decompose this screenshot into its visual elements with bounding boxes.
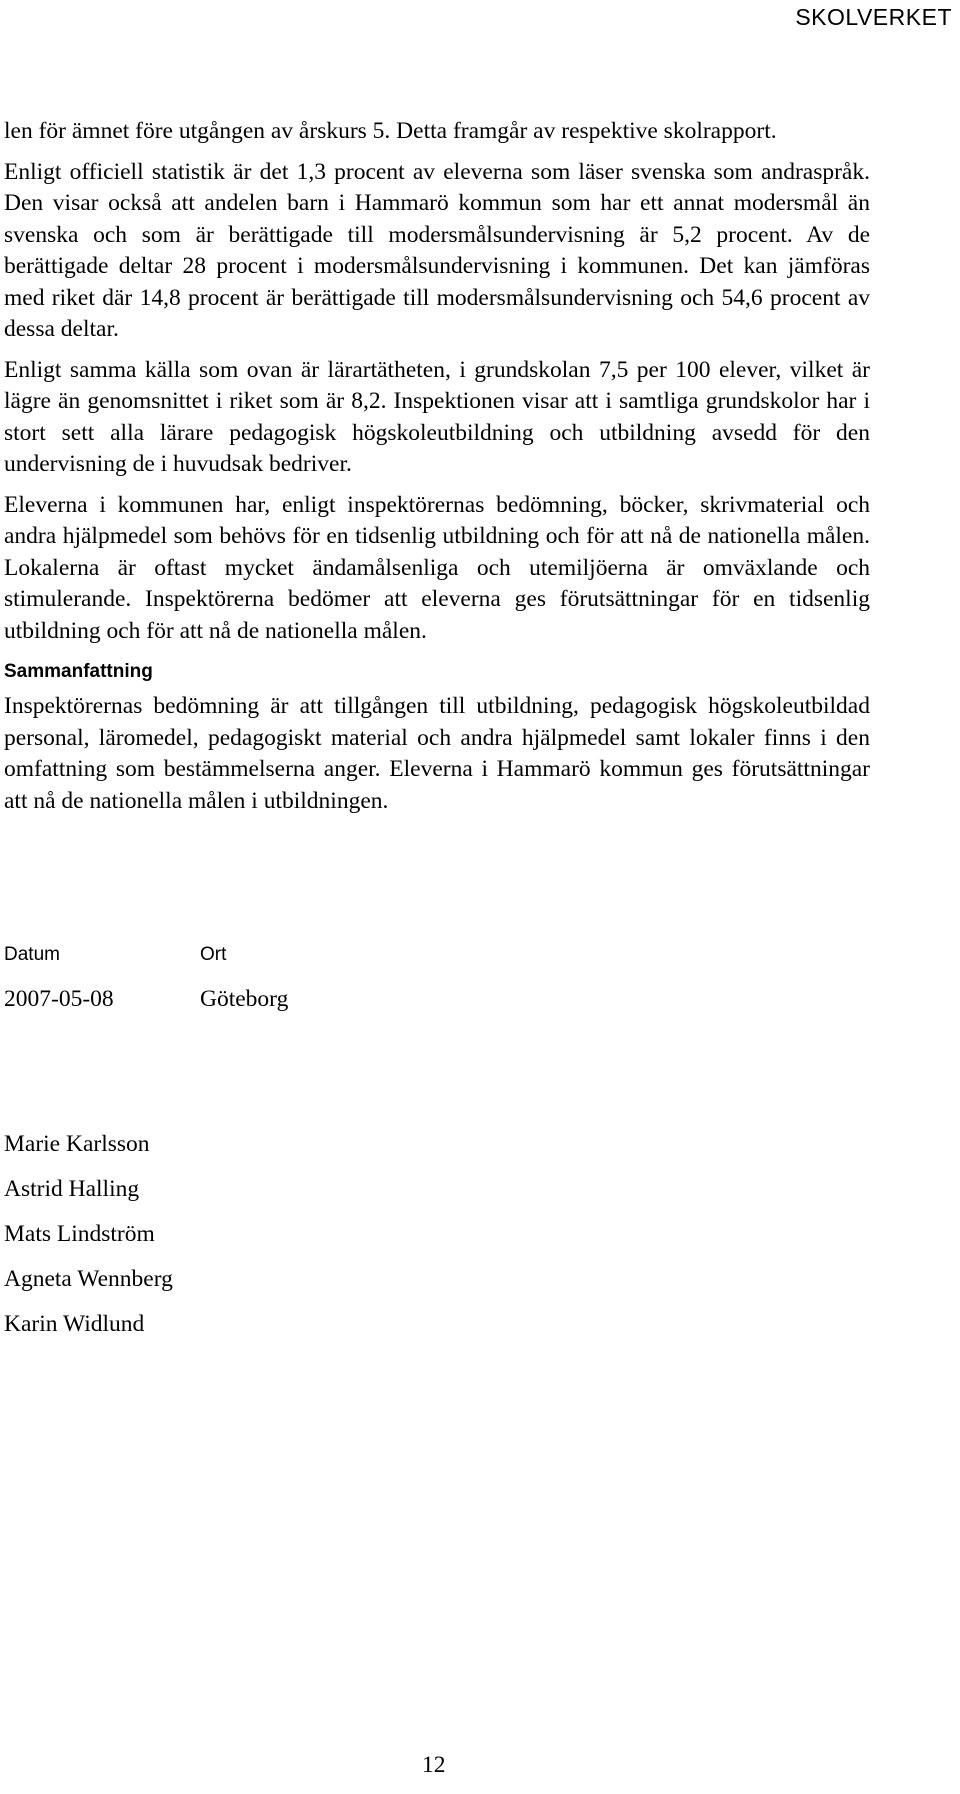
signatory-name: Mats Lindström (4, 1221, 155, 1247)
date-label: Datum (4, 944, 60, 965)
signatory-name: Agneta Wennberg (4, 1266, 173, 1292)
signatory-name: Karin Widlund (4, 1311, 145, 1337)
document-body (4, 116, 870, 817)
paragraph-4: Eleverna i kommunen har, enligt inspektörernas bedömning, böcker, skrivmaterial och andra hjälpmedel som behövs för en tidsenlig utbildning och för att nå de nationella målen. Lokalerna är oftast mycket ändamålsenliga och utemiljöerna är omväxlande och stimulerande. Inspektörerna bedömer att eleverna ges förutsättningar för en tidsenlig utbildning och för att nå de nationella målen. (4, 491, 870, 644)
place-label: Ort (200, 944, 227, 965)
signatory-name: Marie Karlsson (4, 1131, 150, 1157)
paragraph-1: len för ämnet före utgången av årskurs 5. Detta framgår av respektive skolrapport. (4, 118, 777, 144)
signatory-name: Astrid Halling (4, 1176, 140, 1202)
signatory-list (4, 1122, 173, 1347)
summary-text: Inspektörernas bedömning är att tillgången till utbildning, pedagogisk högskoleutbildad personal, läromedel, pedagogiskt material och andra hjälpmedel samt lokaler finns i den omfattning som bestämmelserna anger. Eleverna i Hammarö kommun ges förutsättningar att nå de nationella målen i utbildningen. (4, 693, 870, 814)
page-number: 12 (422, 1752, 446, 1778)
header-brand: SKOLVERKET (795, 4, 952, 30)
place-value: Göteborg (200, 986, 289, 1012)
date-value: 2007-05-08 (4, 986, 114, 1012)
paragraph-3: Enligt samma källa som ovan är lärartätheten, i grundskolan 7,5 per 100 elever, vilket är lägre än genomsnittet i riket som är 8,2. Inspektionen visar att i samtliga grundskolor har i stort sett alla lärare pedagogisk högskoleutbildning och utbildning avsedd för den undervisning de i huvudsak bedriver. (4, 356, 870, 477)
paragraph-2: Enligt officiell statistik är det 1,3 procent av eleverna som läser svenska som andraspråk. Den visar också att andelen barn i Hammarö kommun som har ett annat modersmål än svenska och som är berättigade till modersmålsundervisning är 5,2 procent. Av de berättigade deltar 28 procent i modersmålsundervisning i kommunen. Det kan jämföras med riket där 14,8 procent är berättigade till modersmålsundervisning och 54,6 procent av dessa deltar. (4, 158, 870, 342)
summary-heading: Sammanfattning (4, 661, 153, 682)
